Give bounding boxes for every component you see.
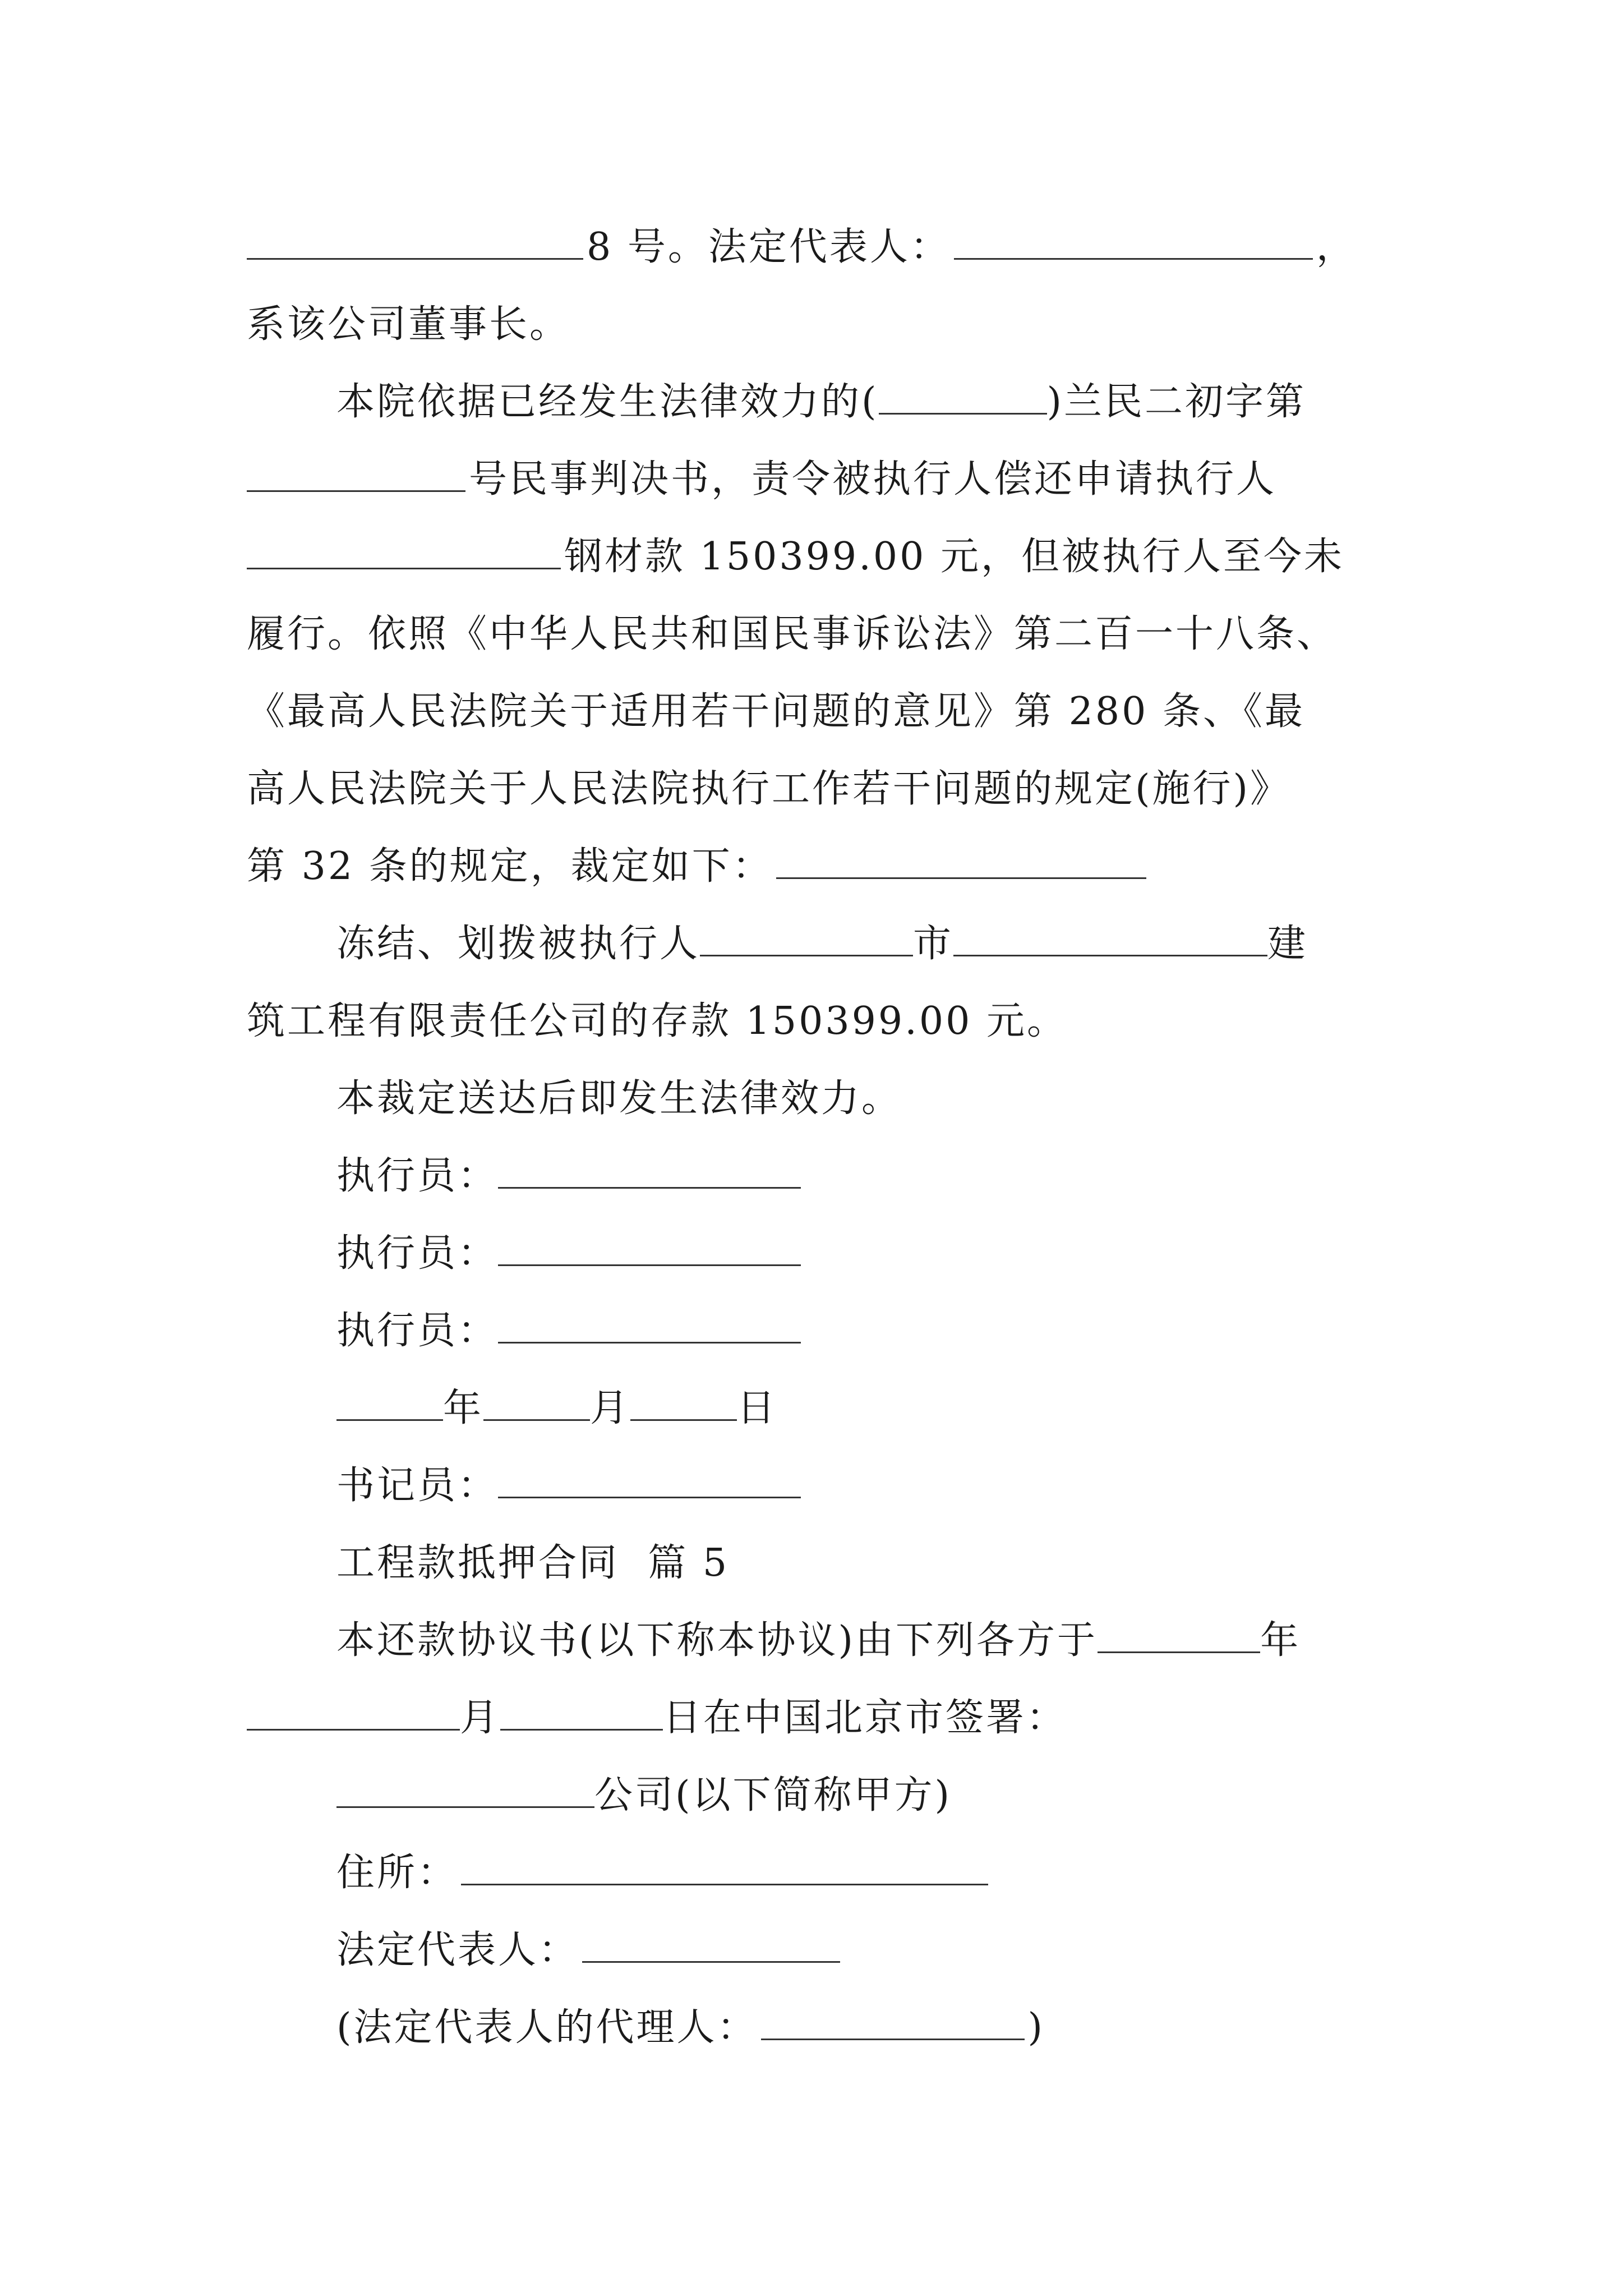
text: 系该公司董事长。	[247, 302, 570, 347]
line-11	[247, 983, 1391, 1060]
text: 本裁定送达后即发生法律效力。	[336, 1076, 902, 1121]
line-24	[247, 1989, 1391, 2067]
line-20	[247, 1680, 1391, 1757]
text: 住所：	[336, 1851, 458, 1895]
line-19	[247, 1602, 1391, 1680]
text: 法定代表人：	[336, 1928, 579, 1972]
line-16	[247, 1370, 1391, 1447]
section-heading: 工程款抵押合同 篇 5	[336, 1541, 730, 1585]
line-2	[247, 286, 1391, 364]
text: 执行员：	[336, 1309, 499, 1353]
line-6	[247, 596, 1391, 673]
blank-agent	[761, 1994, 1025, 2040]
blank-applicant	[247, 523, 561, 569]
line-15	[247, 1292, 1391, 1370]
blank-legal-rep	[954, 213, 1313, 260]
text: 月	[460, 1696, 501, 1740]
blank-residence	[461, 1839, 988, 1885]
line-7	[247, 673, 1391, 751]
line-3	[247, 364, 1391, 441]
blank-executor-2	[498, 1220, 801, 1266]
line-9	[247, 828, 1391, 905]
text: 月	[590, 1386, 631, 1430]
line-14	[247, 1215, 1391, 1292]
line-23	[247, 1912, 1391, 1989]
line-17	[247, 1447, 1391, 1525]
blank-executor-3	[498, 1297, 801, 1343]
text: 年	[443, 1386, 484, 1430]
text: 公司(以下简称甲方)	[594, 1773, 952, 1818]
blank-executed-party	[700, 910, 913, 956]
text: 市	[913, 922, 954, 966]
blank-legal-representative	[582, 1916, 840, 1963]
blank-sign-year	[1098, 1607, 1260, 1653]
text: 建	[1267, 922, 1308, 966]
line-18	[247, 1525, 1391, 1602]
text: ，	[1316, 225, 1357, 269]
blank-party-a	[336, 1761, 594, 1808]
text: 执行员：	[336, 1154, 499, 1198]
line-1	[247, 209, 1391, 286]
text: 8 号。法定代表人：	[587, 225, 951, 269]
text: 履行。依照《中华人民共和国民事诉讼法》第二百一十八条、	[247, 612, 1338, 656]
line-21	[247, 1757, 1391, 1834]
document-page	[247, 209, 1391, 2067]
blank-day	[630, 1374, 737, 1421]
line-8	[247, 751, 1391, 828]
text: 第 32 条的规定，裁定如下：	[247, 844, 773, 889]
line-13	[247, 1138, 1391, 1215]
text: 书记员：	[336, 1464, 499, 1508]
text: 本还款协议书(以下称本协议)由下列各方于	[336, 1618, 1098, 1663]
blank-address	[247, 213, 583, 260]
blank-sign-day	[500, 1684, 663, 1731]
blank-executor-1	[498, 1142, 801, 1189]
text: 《最高人民法院关于适用若干问题的意见》第 280 条、《最	[247, 689, 1306, 734]
blank-case-number	[247, 445, 465, 492]
text: 高人民法院关于人民法院执行工作若干问题的规定(施行)》	[247, 767, 1291, 811]
text: 执行员：	[336, 1231, 499, 1276]
text: 钢材款 150399.00 元，但被执行人至今未	[564, 535, 1344, 579]
text: 本院依据已经发生法律效力的(	[336, 380, 879, 424]
text: 日在中国北京市签署：	[663, 1696, 1067, 1740]
text: 号民事判决书，责令被执行人偿还申请执行人	[469, 457, 1277, 501]
text: 冻结、划拨被执行人	[336, 922, 700, 966]
blank-year	[879, 368, 1047, 415]
line-22	[247, 1834, 1391, 1912]
text: (法定代表人的代理人：	[336, 2005, 758, 2050]
line-12	[247, 1060, 1391, 1138]
text: 年	[1260, 1618, 1301, 1663]
blank-sign-month-pre	[247, 1684, 460, 1731]
blank-year	[336, 1374, 443, 1421]
text: )	[1027, 2005, 1045, 2050]
text: 日	[737, 1386, 778, 1430]
blank-month	[483, 1374, 590, 1421]
text: )兰民二初字第	[1046, 380, 1307, 424]
blank-ruling	[776, 832, 1146, 879]
blank-clerk	[498, 1452, 801, 1498]
text: 筑工程有限责任公司的存款 150399.00 元。	[247, 999, 1067, 1043]
blank-company	[953, 910, 1267, 956]
line-5	[247, 518, 1391, 596]
line-10	[247, 905, 1391, 983]
line-4	[247, 441, 1391, 518]
